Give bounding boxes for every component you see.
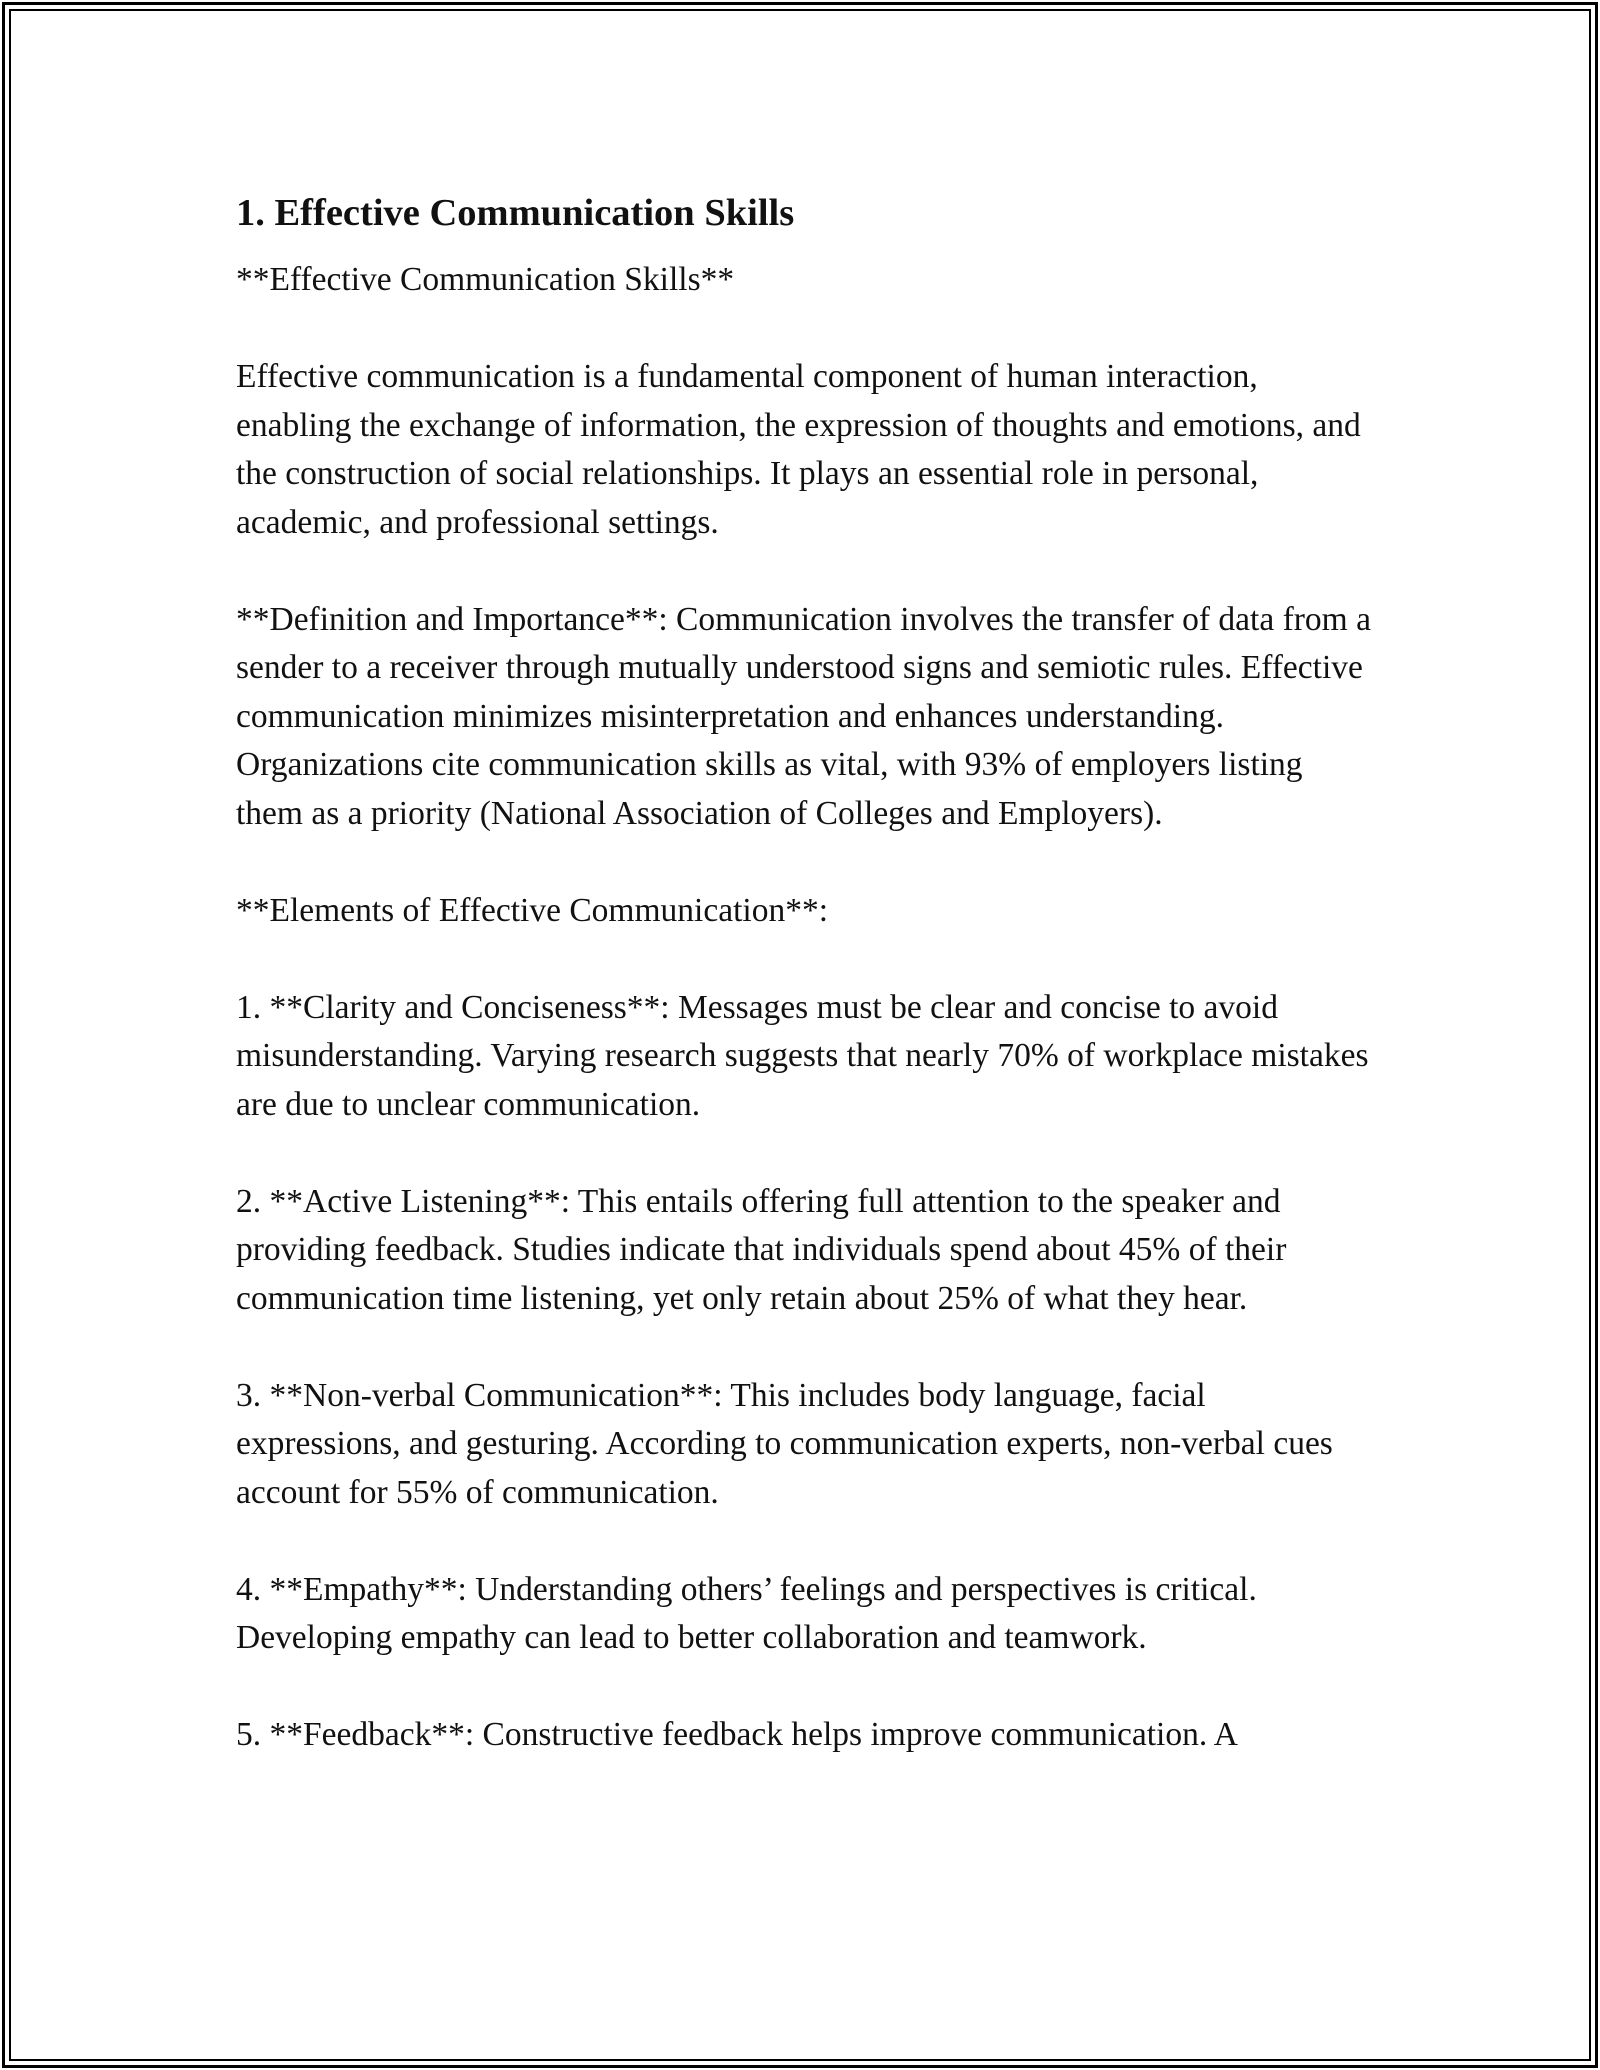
paragraph-nonverbal: 3. **Non-verbal Communication**: This includes body language, facial expressions, and gesturing. According to communication experts, non-verbal cues account for 55% of communication. [236,1376,1333,1511]
paragraph-subtitle: **Effective Communication Skills** [236,261,735,298]
paragraph-listening: 2. **Active Listening**: This entails offering full attention to the speaker and providing feedback. Studies indicate that individuals spend about 45% of their communication time listening, yet only retain about 25% of what they hear. [236,1182,1287,1317]
paragraph-feedback: 5. **Feedback**: Constructive feedback helps improve communication. A [236,1716,1238,1753]
paragraph-empathy: 4. **Empathy**: Understanding others’ feelings and perspectives is critical. Developing empathy can lead to better collaboration and teamwork. [236,1570,1257,1656]
paragraph-definition: **Definition and Importance**: Communication involves the transfer of data from a sender to a receiver through mutually understood signs and semiotic rules. Effective communication minimizes misinterpretation and enhances understanding. Organizations cite communication skills as vital, with 93% of employers listing them as a priority (National Association of Colleges and Employers). [236,600,1371,832]
document-body [236,186,1376,1808]
paragraph-elements-heading: **Elements of Effective Communication**: [236,891,829,929]
paragraph-clarity: 1. **Clarity and Conciseness**: Messages must be clear and concise to avoid misunderstanding. Varying research suggests that nearly 70% of workplace mistakes are due to unclear communication. [236,988,1369,1123]
document-heading: 1. Effective Communication Skills [236,192,795,234]
paragraph-intro: Effective communication is a fundamental component of human interaction, enabling the exchange of information, the expression of thoughts and emotions, and the construction of social relationships. It plays an essential role in personal, academic, and professional settings. [236,358,1361,541]
